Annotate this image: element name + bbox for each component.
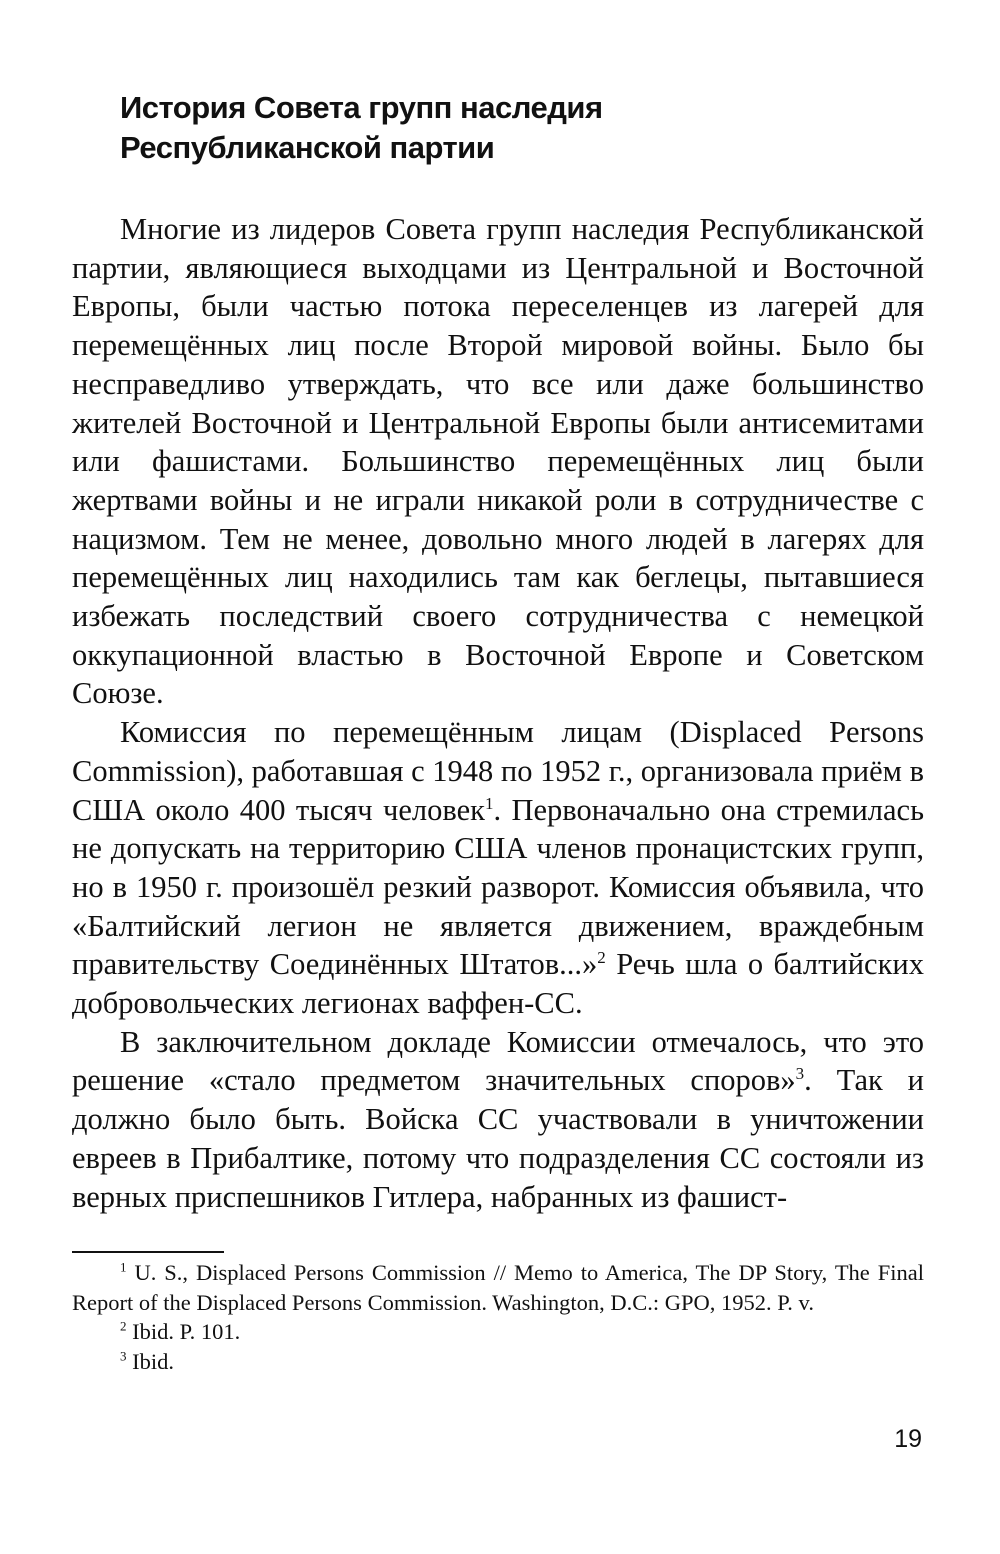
paragraph-1-text: Многие из лидеров Совета групп наследия Республиканской партии, являющиеся выходцами из Центральной и Восточной Европы, были частью потока переселенцев из лагерей для перемещённых лиц после Второй мировой войны. Было бы несправедливо утверждать, что все или даже большинство жителей Восточной и Центральной Европы были антисемитами или фашистами. Большинство перемещённых лиц были жертвами войны и не играли никакой роли в сотрудничестве с нацизмом. Тем не менее, довольно много людей в лагерях для перемещённых лиц находились там как беглецы, пытавшиеся избежать последствий своего сотрудничества с немецкой оккупационной властью в Восточной Европе и Советском Союзе. xyxy=(72,212,924,711)
paragraph-2 xyxy=(72,713,924,1023)
footnote-1 xyxy=(72,1258,924,1317)
paragraph-3-text-b: . Так и должно было быть. Войска СС участвовали в уничтожении евреев в Прибалтике, потому что подразделения СС состояли из верных приспешников Гитлера, набранных из фашист- xyxy=(72,1063,924,1214)
footnote-ref-1: 1 xyxy=(484,793,494,813)
paragraph-2-text-c: Речь шла о балтийских добровольческих легионах ваффен-СС. xyxy=(72,947,924,1021)
section-heading xyxy=(120,88,924,168)
footnote-2-text: Ibid. P. 101. xyxy=(126,1319,241,1344)
footnote-2-marker: 2 xyxy=(120,1318,127,1334)
paragraph-1 xyxy=(72,210,924,713)
section-heading-line-2: Республиканской партии xyxy=(120,130,495,165)
paragraph-3 xyxy=(72,1023,924,1217)
page-number: 19 xyxy=(894,1425,922,1453)
footnote-2 xyxy=(72,1317,924,1347)
footnote-ref-2: 2 xyxy=(597,948,606,968)
footnote-1-marker: 1 xyxy=(120,1259,127,1275)
footnote-ref-3: 3 xyxy=(795,1064,805,1084)
footnote-divider xyxy=(72,1251,224,1253)
footnote-1-text: U. S., Displaced Persons Commission // Memo to America, The DP Story, The Final Report of the Displaced Persons Commission. Washington, D.C.: GPO, 1952. P. v. xyxy=(72,1260,924,1315)
paragraph-2-text-b: . Первоначально она стремилась не допускать на территорию США членов пронацистских групп, но в 1950 г. произошёл резкий разворот. Комиссия объявила, что «Балтийский легион не является движением, враждебным правительству Соединённых Штатов...» xyxy=(72,792,924,982)
body-text xyxy=(72,210,924,1216)
paragraph-3-text-a: В заключительном докладе Комиссии отмечалось, что это решение «стало предметом значительных споров» xyxy=(72,1024,924,1098)
page-content xyxy=(72,88,924,1216)
footnote-3-marker: 3 xyxy=(120,1348,127,1363)
section-heading-line-1: История Совета групп наследия xyxy=(120,90,603,125)
footnote-3-text: Ibid. xyxy=(126,1348,174,1374)
footnote-3 xyxy=(72,1347,924,1377)
footnotes xyxy=(72,1258,924,1376)
paragraph-2-text-a: Комиссия по перемещённым лицам (Displaced Persons Commission), работавшая с 1948 по 1952 г., организовала приём в США около 400 тысяч человек xyxy=(72,715,924,827)
